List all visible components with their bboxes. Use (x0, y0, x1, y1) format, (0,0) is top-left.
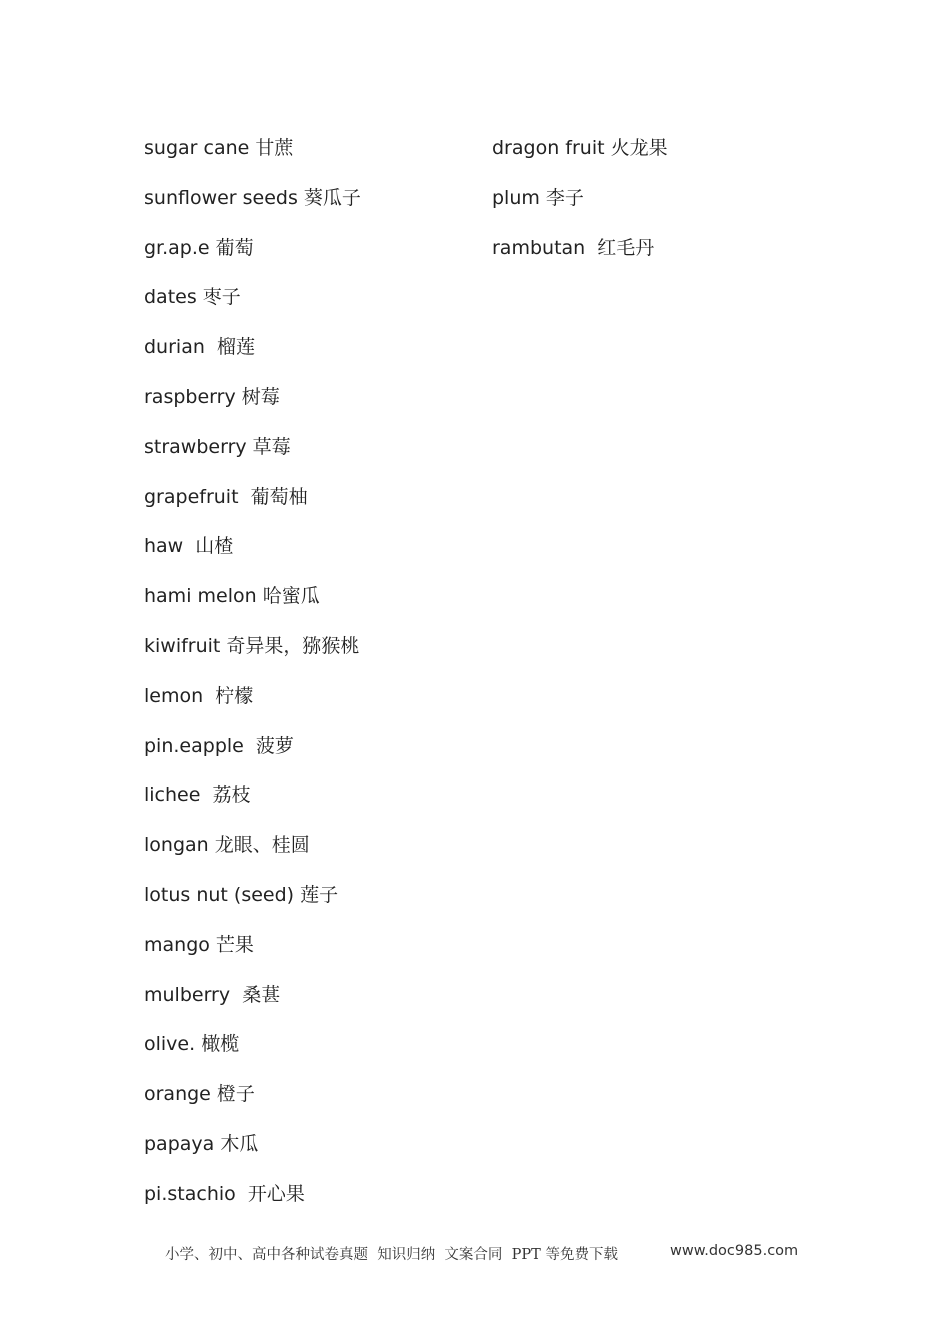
vocab-entry: strawberry 草莓 (144, 435, 291, 458)
vocab-column-right (492, 133, 668, 282)
vocab-entry: plum 李子 (492, 186, 584, 209)
vocab-entry: lotus nut (seed) 莲子 (144, 883, 339, 906)
vocab-entry: pi.stachio 开心果 (144, 1182, 305, 1205)
vocab-entry: haw 山楂 (144, 535, 234, 558)
vocab-entry: olive. 橄榄 (144, 1033, 240, 1056)
vocab-entry: dragon fruit 火龙果 (492, 137, 668, 159)
footer-text: 小学、初中、高中各种试卷真题 知识归纳 文案合同 PPT 等免费下载 (165, 1247, 618, 1263)
vocab-entry: orange 橙子 (144, 1083, 255, 1106)
vocab-column-left (144, 133, 361, 1229)
vocab-entry: raspberry 树莓 (144, 385, 280, 408)
vocab-entry: kiwifruit 奇异果，猕猴桃 (144, 634, 360, 657)
vocab-entry: mulberry 桑葚 (144, 983, 281, 1006)
vocab-entry: gr.ap.e 葡萄 (144, 236, 254, 259)
vocab-entry: lemon 柠檬 (144, 684, 254, 707)
vocab-entry: dates 枣子 (144, 286, 241, 309)
vocab-entry: sugar cane 甘蔗 (144, 137, 294, 159)
vocab-entry: rambutan 红毛丹 (492, 236, 655, 259)
vocab-entry: grapefruit 葡萄柚 (144, 485, 308, 508)
vocab-entry: papaya 木瓜 (144, 1132, 259, 1155)
vocab-entry: pin.eapple 菠萝 (144, 734, 294, 757)
vocab-entry: durian 榴莲 (144, 336, 255, 359)
vocab-entry: longan 龙眼、桂圆 (144, 834, 310, 857)
vocab-entry: lichee 荔枝 (144, 784, 251, 807)
vocab-entry: sunflower seeds 葵瓜子 (144, 186, 361, 209)
vocab-entry: mango 芒果 (144, 933, 254, 956)
footer-url[interactable]: www.doc985.com (670, 1243, 799, 1259)
vocab-entry: hami melon 哈蜜瓜 (144, 585, 320, 608)
